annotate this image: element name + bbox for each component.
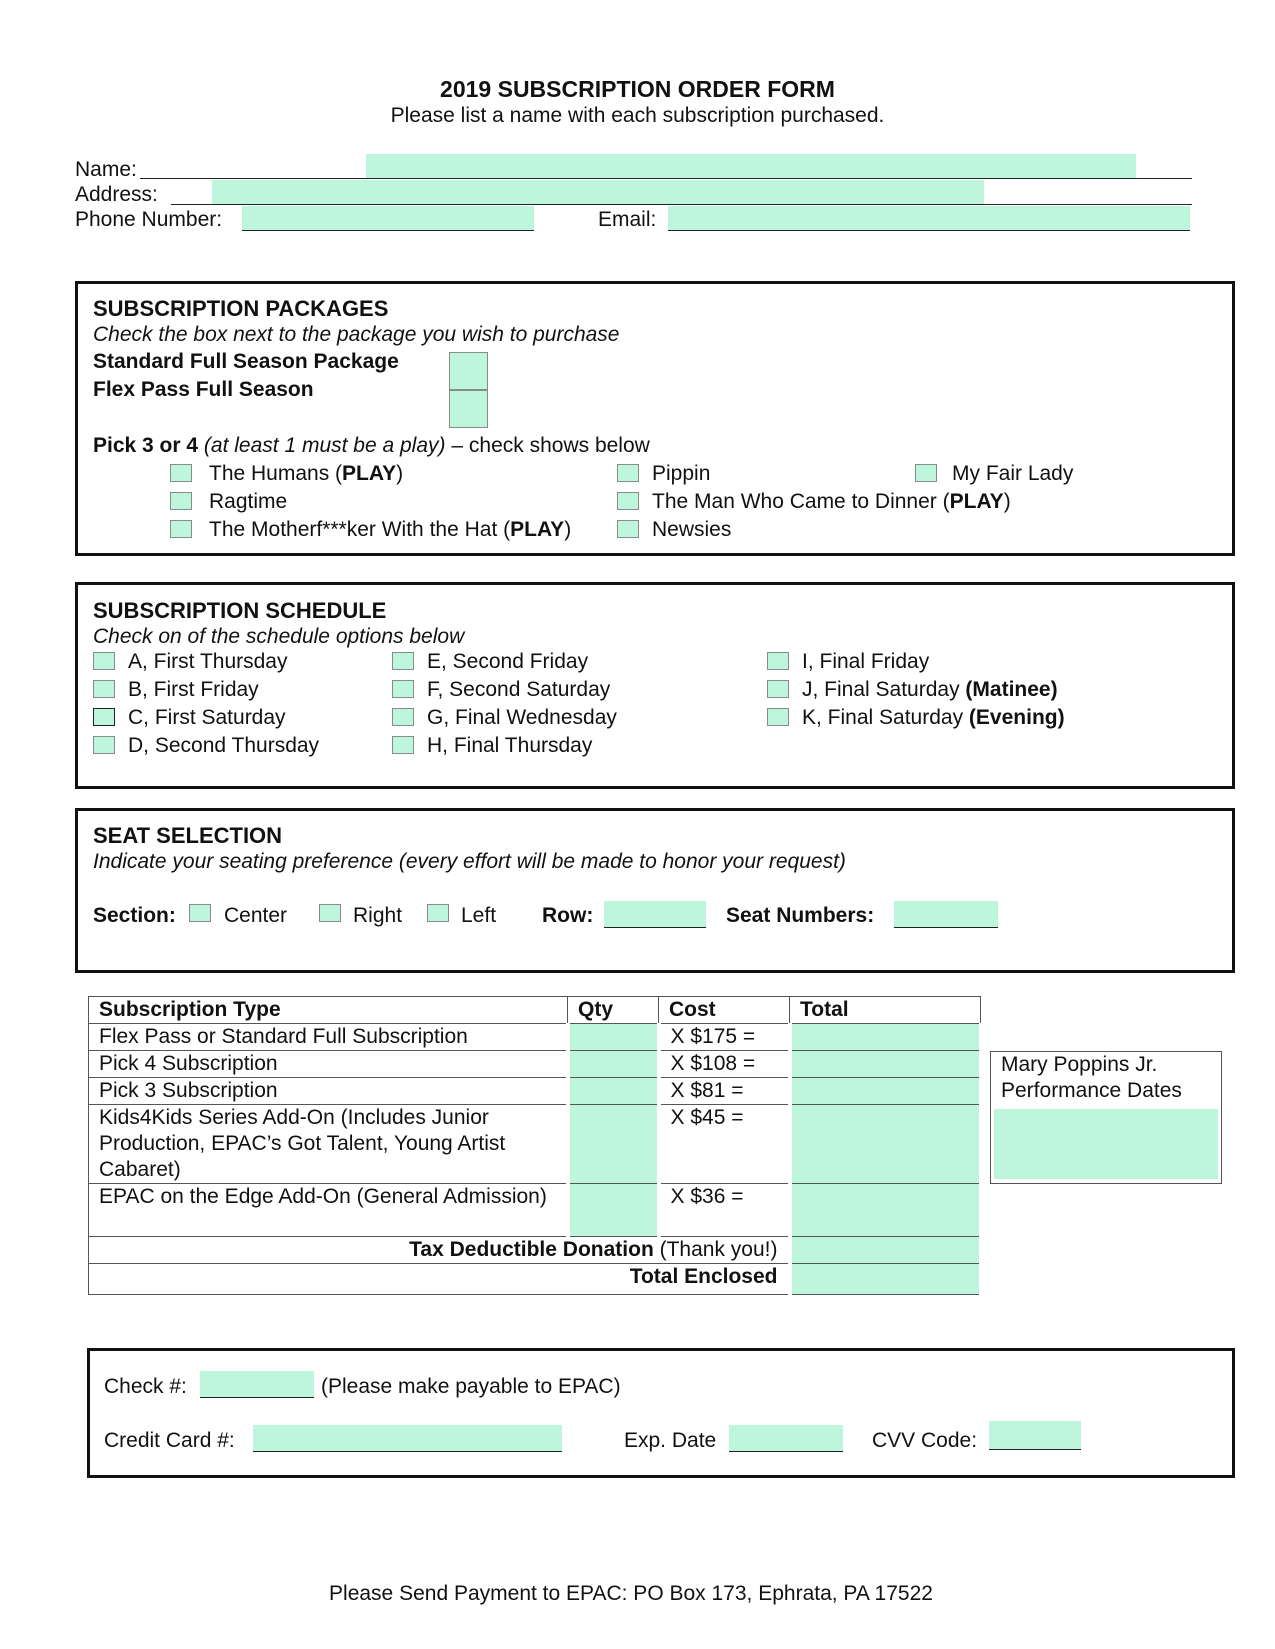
- header-total: Total: [790, 997, 981, 1024]
- qty-field[interactable]: [568, 1184, 659, 1237]
- row-type: Pick 3 Subscription: [89, 1078, 568, 1105]
- row-cost: X $36 =: [659, 1184, 790, 1237]
- cvv-label: CVV Code:: [872, 1429, 978, 1452]
- total-field[interactable]: [790, 1024, 981, 1051]
- total-enclosed-label: Total Enclosed: [89, 1264, 790, 1295]
- total-enclosed-field[interactable]: [790, 1264, 981, 1295]
- schedule-label-h: H, Final Thursday: [427, 734, 593, 757]
- section-label: Section:: [93, 904, 176, 927]
- schedule-label-d: D, Second Thursday: [128, 734, 320, 757]
- name-underline: [140, 178, 1192, 179]
- row-cost: X $175 =: [659, 1024, 790, 1051]
- table-row: [89, 1105, 981, 1184]
- seat-numbers-label: Seat Numbers:: [726, 904, 875, 927]
- seat-numbers-field[interactable]: [894, 901, 998, 928]
- schedule-heading: SUBSCRIPTION SCHEDULE: [93, 598, 387, 623]
- phone-label: Phone Number:: [75, 208, 223, 231]
- flex-pass-checkbox[interactable]: [449, 390, 488, 428]
- schedule-checkbox-d[interactable]: [93, 736, 115, 754]
- row-cost: X $81 =: [659, 1078, 790, 1105]
- schedule-checkbox-g[interactable]: [392, 708, 414, 726]
- show-label-ragtime: Ragtime: [209, 490, 288, 513]
- section-left-checkbox[interactable]: [427, 904, 449, 922]
- total-field[interactable]: [790, 1184, 981, 1237]
- schedule-instruction: Check on of the schedule options below: [93, 625, 465, 648]
- table-row: [89, 1024, 981, 1051]
- packages-heading: SUBSCRIPTION PACKAGES: [93, 296, 389, 321]
- show-checkbox-motherfucker-with-the-hat[interactable]: [170, 520, 192, 538]
- header-subscription-type: Subscription Type: [89, 997, 568, 1024]
- show-checkbox-the-humans[interactable]: [170, 464, 192, 482]
- section-center-label: Center: [224, 904, 288, 927]
- mary-poppins-dates-field[interactable]: [994, 1109, 1218, 1179]
- payment-section: [87, 1348, 1235, 1478]
- donation-label: Tax Deductible Donation (Thank you!): [89, 1237, 790, 1264]
- check-number-field[interactable]: [200, 1371, 314, 1398]
- schedule-label-c: C, First Saturday: [128, 706, 286, 729]
- schedule-checkbox-b[interactable]: [93, 680, 115, 698]
- show-label-motherfucker-with-the-hat: The Motherf***ker With the Hat (PLAY): [209, 518, 572, 541]
- address-underline: [171, 204, 1192, 205]
- show-label-the-humans: The Humans (PLAY): [209, 462, 404, 485]
- credit-card-label: Credit Card #:: [104, 1429, 235, 1452]
- table-row: [89, 1051, 981, 1078]
- seat-heading: SEAT SELECTION: [93, 823, 283, 848]
- schedule-label-f: F, Second Saturday: [427, 678, 611, 701]
- qty-field[interactable]: [568, 1105, 659, 1184]
- mary-poppins-label: Mary Poppins Jr. Performance Dates: [1001, 1053, 1182, 1102]
- schedule-checkbox-j[interactable]: [767, 680, 789, 698]
- total-enclosed-row: [89, 1264, 981, 1295]
- section-left-label: Left: [461, 904, 497, 927]
- show-checkbox-ragtime[interactable]: [170, 492, 192, 510]
- schedule-checkbox-h[interactable]: [392, 736, 414, 754]
- row-type: Flex Pass or Standard Full Subscription: [89, 1024, 568, 1051]
- show-checkbox-pippin[interactable]: [617, 464, 639, 482]
- schedule-checkbox-e[interactable]: [392, 652, 414, 670]
- credit-card-field[interactable]: [253, 1425, 562, 1452]
- exp-date-label: Exp. Date: [624, 1429, 717, 1452]
- email-label: Email:: [598, 208, 657, 231]
- schedule-label-i: I, Final Friday: [802, 650, 930, 673]
- total-field[interactable]: [790, 1105, 981, 1184]
- email-field[interactable]: [668, 206, 1190, 231]
- show-checkbox-man-who-came-to-dinner[interactable]: [617, 492, 639, 510]
- address-label: Address:: [75, 183, 158, 206]
- standard-package-checkbox[interactable]: [449, 352, 488, 390]
- subscription-table: [88, 996, 983, 1295]
- seat-instruction: Indicate your seating preference (every effort will be made to honor your request): [93, 850, 846, 873]
- schedule-checkbox-f[interactable]: [392, 680, 414, 698]
- name-field[interactable]: [366, 154, 1136, 178]
- qty-field[interactable]: [568, 1051, 659, 1078]
- schedule-label-k: K, Final Saturday (Evening): [802, 706, 1065, 729]
- schedule-label-j: J, Final Saturday (Matinee): [802, 678, 1058, 701]
- show-checkbox-my-fair-lady[interactable]: [915, 464, 937, 482]
- donation-row: [89, 1237, 981, 1264]
- row-type: Kids4Kids Series Add-On (Includes Junior Production, EPAC’s Got Talent, Young Artist Cabaret): [89, 1105, 568, 1184]
- total-field[interactable]: [790, 1078, 981, 1105]
- show-label-my-fair-lady: My Fair Lady: [952, 462, 1074, 485]
- header-cost: Cost: [659, 997, 790, 1024]
- mary-poppins-box: [990, 1051, 1222, 1184]
- packages-instruction: Check the box next to the package you wish to purchase: [93, 323, 620, 346]
- flex-pass-label: Flex Pass Full Season: [93, 378, 314, 401]
- section-right-label: Right: [353, 904, 403, 927]
- schedule-label-a: A, First Thursday: [128, 650, 288, 673]
- qty-field[interactable]: [568, 1024, 659, 1051]
- row-field[interactable]: [604, 901, 706, 928]
- cvv-field[interactable]: [989, 1421, 1081, 1450]
- show-label-newsies: Newsies: [652, 518, 732, 541]
- phone-field[interactable]: [242, 206, 534, 231]
- schedule-checkbox-k[interactable]: [767, 708, 789, 726]
- show-checkbox-newsies[interactable]: [617, 520, 639, 538]
- check-label: Check #:: [104, 1375, 187, 1398]
- table-row: [89, 1078, 981, 1105]
- form-title: 2019 SUBSCRIPTION ORDER FORM: [440, 76, 835, 102]
- qty-field[interactable]: [568, 1078, 659, 1105]
- schedule-checkbox-i[interactable]: [767, 652, 789, 670]
- form-subtitle: Please list a name with each subscription purchased.: [390, 104, 885, 127]
- exp-date-field[interactable]: [729, 1425, 843, 1452]
- row-type: Pick 4 Subscription: [89, 1051, 568, 1078]
- section-right-checkbox[interactable]: [319, 904, 341, 922]
- donation-field[interactable]: [790, 1237, 981, 1264]
- pick-instruction: Pick 3 or 4 (at least 1 must be a play) – check shows below: [93, 434, 650, 457]
- show-label-man-who-came-to-dinner: The Man Who Came to Dinner (PLAY): [652, 490, 1011, 513]
- schedule-checkbox-c[interactable]: [93, 708, 115, 726]
- total-field[interactable]: [790, 1051, 981, 1078]
- schedule-label-e: E, Second Friday: [427, 650, 589, 673]
- table-row: [89, 1184, 981, 1237]
- header-qty: Qty: [568, 997, 659, 1024]
- check-note: (Please make payable to EPAC): [321, 1375, 621, 1398]
- show-label-pippin: Pippin: [652, 462, 711, 485]
- footer-address: Please Send Payment to EPAC: PO Box 173, Ephrata, PA 17522: [329, 1582, 933, 1605]
- schedule-label-g: G, Final Wednesday: [427, 706, 617, 729]
- standard-package-label: Standard Full Season Package: [93, 350, 399, 373]
- row-type: EPAC on the Edge Add-On (General Admission): [89, 1184, 568, 1237]
- address-field[interactable]: [212, 180, 984, 204]
- section-center-checkbox[interactable]: [189, 904, 211, 922]
- name-label: Name:: [75, 158, 137, 181]
- schedule-label-b: B, First Friday: [128, 678, 259, 701]
- row-label: Row:: [542, 904, 594, 927]
- row-cost: X $45 =: [659, 1105, 790, 1184]
- row-cost: X $108 =: [659, 1051, 790, 1078]
- schedule-checkbox-a[interactable]: [93, 652, 115, 670]
